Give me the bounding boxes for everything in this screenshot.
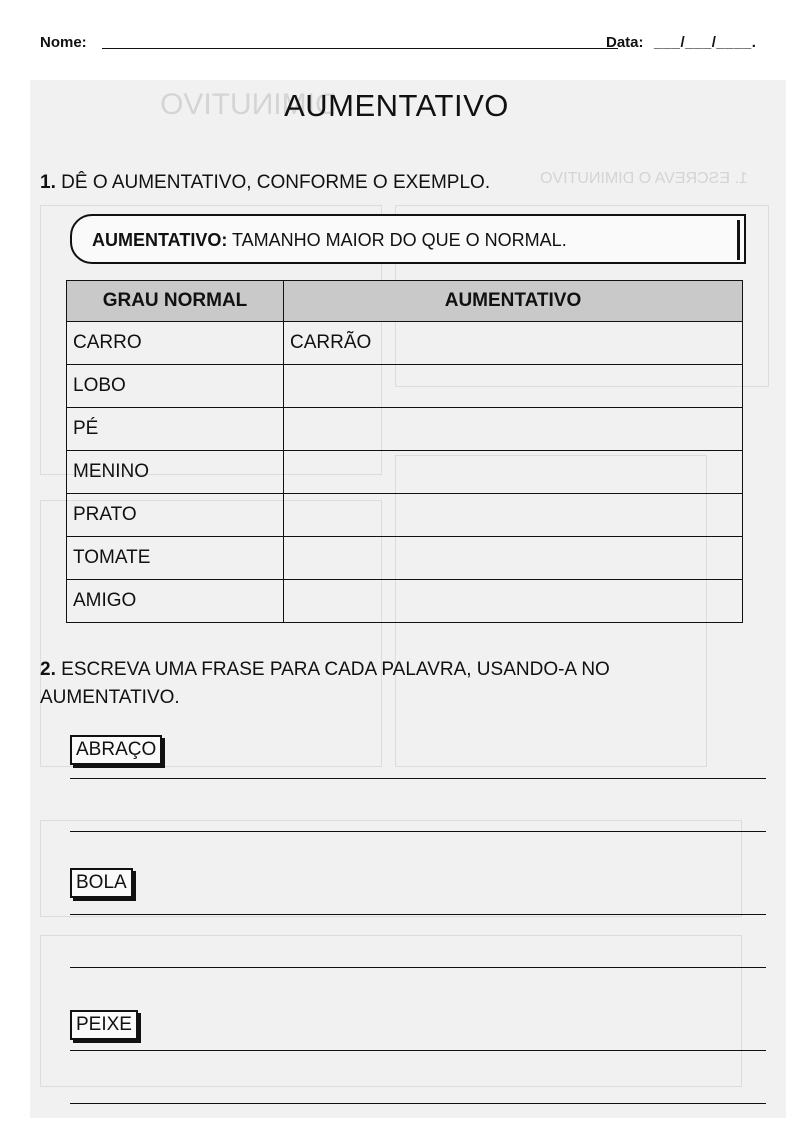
normal-cell: TOMATE [67, 537, 284, 580]
table-row [67, 494, 743, 537]
normal-cell: AMIGO [67, 580, 284, 623]
header-aumentativo: AUMENTATIVO [284, 281, 743, 322]
answer-line[interactable] [70, 967, 766, 968]
page-title: AUMENTATIVO [284, 88, 509, 123]
nome-label: Nome: [40, 34, 87, 51]
ghost-frame [40, 935, 742, 1087]
header-grau-normal: GRAU NORMAL [67, 281, 284, 322]
word-box-peixe: PEIXE [70, 1010, 138, 1040]
answer-line[interactable] [70, 778, 766, 779]
answer-line[interactable] [70, 914, 766, 915]
answer-cell[interactable] [284, 408, 743, 451]
question-1 [40, 172, 490, 194]
definition-text: TAMANHO MAIOR DO QUE O NORMAL. [227, 230, 567, 250]
normal-cell: PÉ [67, 408, 284, 451]
word-box-bola: BOLA [70, 868, 133, 898]
normal-cell: CARRO [67, 322, 284, 365]
ghost-frame [40, 820, 742, 917]
definition-term: AUMENTATIVO: [92, 230, 228, 250]
data-label: Data: [606, 34, 644, 51]
aumentativo-table [66, 280, 743, 623]
answer-cell[interactable] [284, 451, 743, 494]
header [40, 32, 780, 56]
table-row [67, 365, 743, 408]
question-number: 1. [40, 172, 56, 193]
ghost-title: DIMINUTIVO [160, 88, 337, 121]
table-row [67, 451, 743, 494]
answer-cell[interactable]: CARRÃO [284, 322, 743, 365]
question-2 [40, 656, 740, 712]
definition [92, 230, 567, 251]
definition-box [70, 214, 746, 264]
answer-cell[interactable] [284, 365, 743, 408]
answer-cell[interactable] [284, 580, 743, 623]
table-row [67, 537, 743, 580]
data-field[interactable]: ___/___/____. [654, 34, 757, 51]
table-row [67, 322, 743, 365]
answer-line[interactable] [70, 831, 766, 832]
question-text: DÊ O AUMENTATIVO, CONFORME O EXEMPLO. [61, 172, 491, 193]
answer-cell[interactable] [284, 494, 743, 537]
table-row [67, 580, 743, 623]
answer-cell[interactable] [284, 537, 743, 580]
nome-field[interactable] [102, 48, 618, 49]
table-row [67, 408, 743, 451]
word-box-abraco: ABRAÇO [70, 735, 162, 765]
normal-cell: LOBO [67, 365, 284, 408]
answer-line[interactable] [70, 1103, 766, 1104]
question-text: ESCREVA UMA FRASE PARA CADA PALAVRA, USANDO-A NO AUMENTATIVO. [40, 659, 610, 708]
ghost-instruction: 1. ESCREVA O DIMINUTIVO [540, 170, 748, 187]
normal-cell: MENINO [67, 451, 284, 494]
question-number: 2. [40, 659, 56, 680]
normal-cell: PRATO [67, 494, 284, 537]
answer-line[interactable] [70, 1050, 766, 1051]
